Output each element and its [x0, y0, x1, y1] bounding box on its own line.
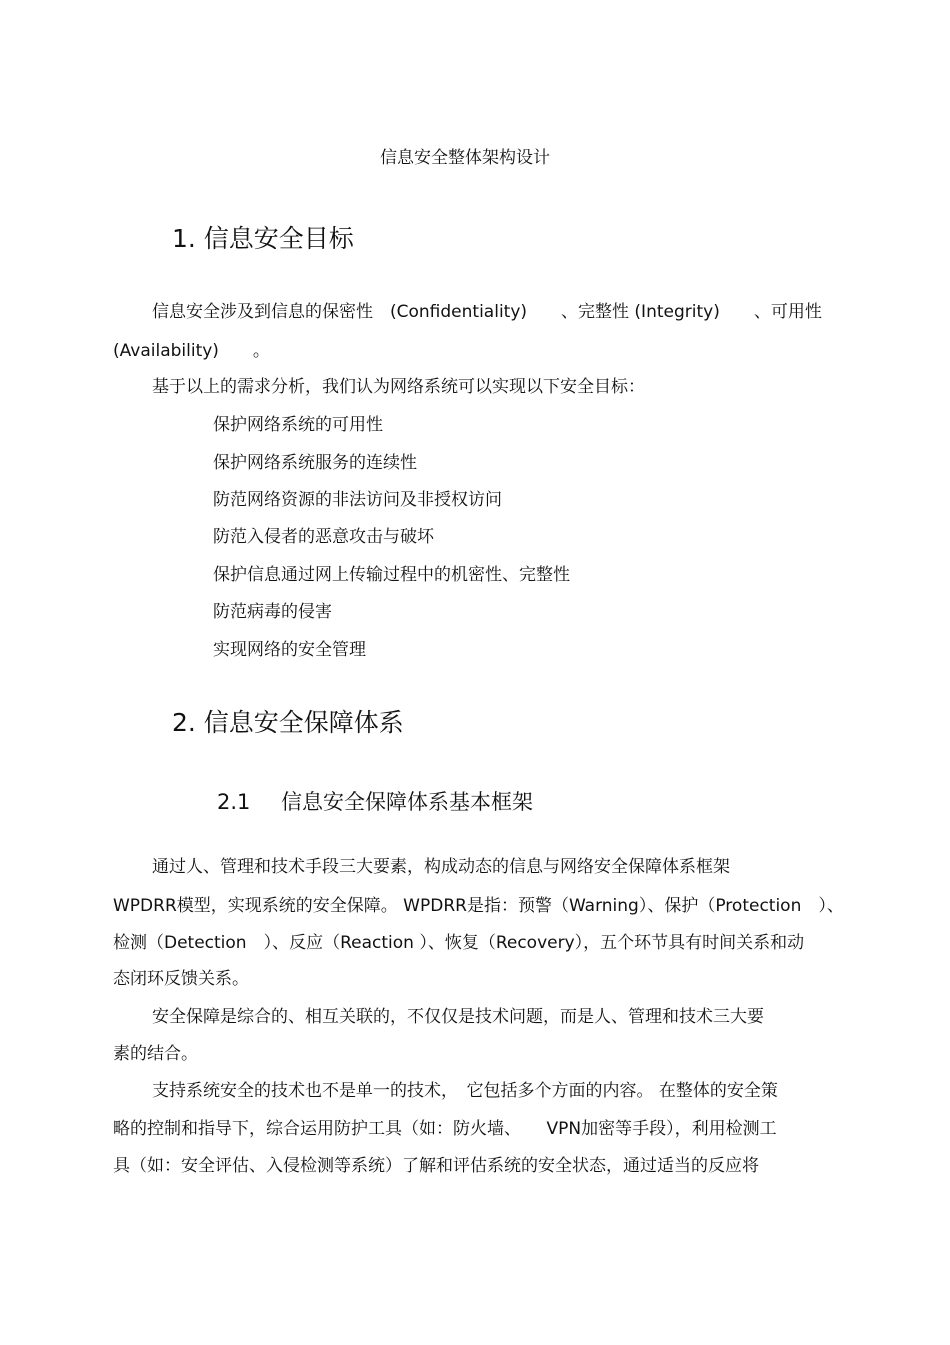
goal-item: 防范网络资源的非法访问及非授权访问 [213, 490, 502, 510]
paragraph-line: 略的控制和指导下，综合运用防护工具（如：防火墙、 VPN加密等手段），利用检测工 [113, 1119, 777, 1139]
paragraph-line: 态闭环反馈关系。 [113, 969, 249, 989]
paragraph-line: WPDRR模型，实现系统的安全保障。 WPDRR是指：预警（Warning）、保护（Protection ）、 [113, 896, 844, 916]
section-1-intro-line-1: 信息安全涉及到信息的保密性 (Confidentiality) 、完整性 (Integrity) 、可用性 [152, 302, 822, 322]
subsection-2-1-heading [217, 789, 533, 815]
goal-item: 保护网络系统的可用性 [213, 415, 383, 435]
goal-item: 实现网络的安全管理 [213, 640, 366, 660]
subsection-title: 信息安全保障体系基本框架 [281, 790, 533, 814]
goal-item: 防范病毒的侵害 [213, 602, 332, 622]
paragraph-line: 素的结合。 [113, 1044, 198, 1064]
paragraph-line: 安全保障是综合的、相互关联的，不仅仅是技术问题，而是人、管理和技术三大要 [152, 1007, 764, 1027]
goal-item: 保护网络系统服务的连续性 [213, 453, 417, 473]
section-1-lead: 基于以上的需求分析，我们认为网络系统可以实现以下安全目标： [152, 377, 645, 397]
section-1-intro-line-2: (Availability) 。 [113, 341, 270, 361]
section-1-heading: 1. 信息安全目标 [172, 224, 354, 253]
goal-item: 防范入侵者的恶意攻击与破坏 [213, 527, 434, 547]
document-title: 信息安全整体架构设计 [380, 148, 550, 168]
section-2-heading: 2. 信息安全保障体系 [172, 708, 404, 737]
goal-item: 保护信息通过网上传输过程中的机密性、完整性 [213, 565, 570, 585]
paragraph-line: 检测（Detection ）、反应（Reaction ）、恢复（Recovery），五个环节具有时间关系和动 [113, 933, 805, 953]
paragraph-line: 支持系统安全的技术也不是单一的技术， 它包括多个方面的内容。 在整体的安全策 [152, 1081, 778, 1101]
subsection-number: 2.1 [217, 790, 251, 814]
paragraph-line: 通过人、管理和技术手段三大要素，构成动态的信息与网络安全保障体系框架 [152, 857, 730, 877]
paragraph-line: 具（如：安全评估、入侵检测等系统）了解和评估系统的安全状态，通过适当的反应将 [113, 1156, 759, 1176]
